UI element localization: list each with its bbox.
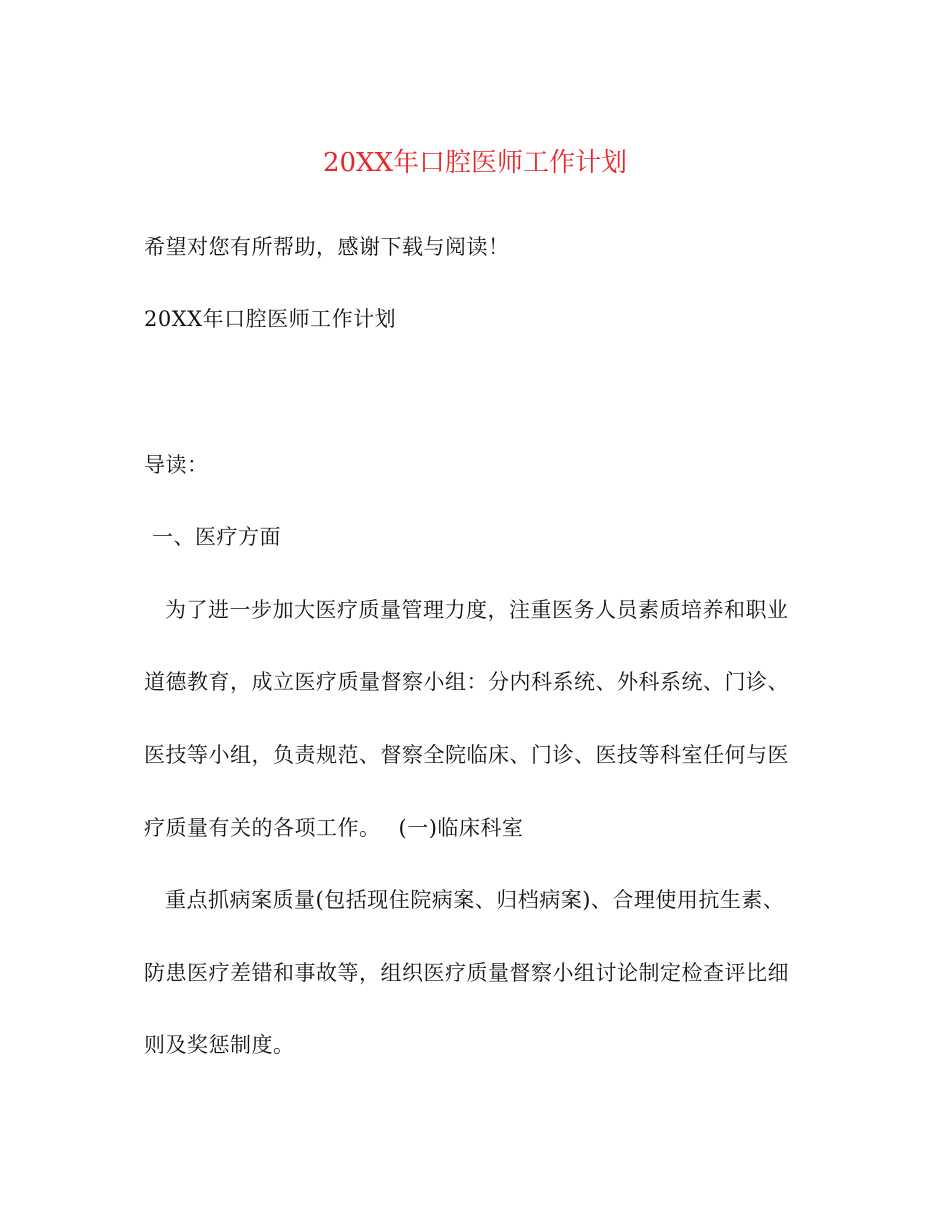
paragraph-line: 重点抓病案质量(包括现住院病案、归档病案)、合理使用抗生素、: [165, 888, 785, 912]
intro-text: 希望对您有所帮助，感谢下载与阅读！: [144, 235, 510, 259]
guide-label: 导读：: [144, 453, 209, 477]
section-heading-medical: 一、医疗方面: [152, 525, 281, 549]
subtitle-text: 20XX年口腔医师工作计划: [144, 307, 397, 331]
paragraph-line: 则及奖惩制度。: [144, 1033, 295, 1057]
paragraph-line: 医技等小组，负责规范、督察全院临床、门诊、医技等科室任何与医: [144, 743, 789, 767]
paragraph-line: 疗质量有关的各项工作。: [144, 816, 381, 840]
subsection-heading-clinical: (一)临床科室: [398, 816, 524, 840]
document-title: 20XX年口腔医师工作计划: [322, 148, 628, 178]
paragraph-line-with-heading: [144, 813, 523, 843]
paragraph-line: 防患医疗差错和事故等，组织医疗质量督察小组讨论制定检查评比细: [144, 961, 789, 985]
paragraph-line: 为了进一步加大医疗质量管理力度，注重医务人员素质培养和职业: [165, 598, 789, 622]
paragraph-line: 道德教育，成立医疗质量督察小组：分内科系统、外科系统、门诊、: [144, 670, 789, 694]
